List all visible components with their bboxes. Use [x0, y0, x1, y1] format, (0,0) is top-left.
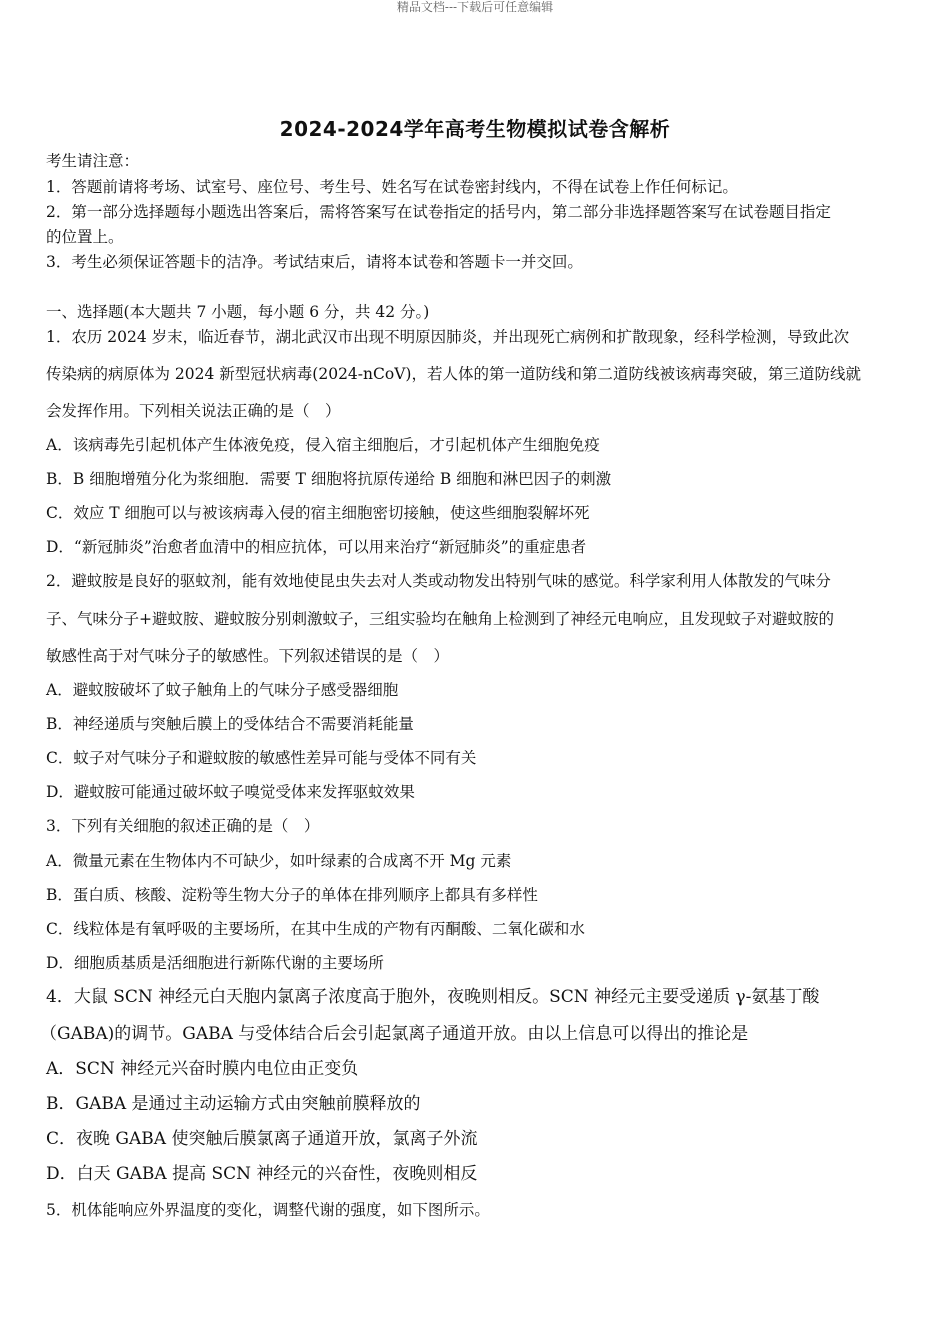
question-4-option-d: D．白天 GABA 提高 SCN 神经元的兴奋性，夜晚则相反	[46, 1164, 478, 1184]
question-4-stem: 4．大鼠 SCN 神经元白天胞内氯离子浓度高于胞外，夜晚则相反。SCN 神经元主要受递质 γ-氨基丁酸	[46, 987, 820, 1007]
notice-item: 1．答题前请将考场、试室号、座位号、考生号、姓名写在试卷密封线内，不得在试卷上作任何标记。	[46, 178, 738, 196]
question-2-stem: 敏感性高于对气味分子的敏感性。下列叙述错误的是（ ）	[46, 647, 450, 665]
question-4-stem: （GABA)的调节。GABA 与受体结合后会引起氯离子通道开放。由以上信息可以得出的推论是	[40, 1024, 749, 1044]
question-1-option-d: D．“新冠肺炎”治愈者血清中的相应抗体，可以用来治疗“新冠肺炎”的重症患者	[46, 538, 587, 556]
question-2-option-a: A．避蚊胺破坏了蚊子触角上的气味分子感受器细胞	[46, 681, 399, 699]
notice-item: 2．第一部分选择题每小题选出答案后，需将答案写在试卷指定的括号内，第二部分非选择题答案写在试卷题目指定	[46, 203, 831, 221]
document-watermark: 精品文档---下载后可任意编辑	[396, 0, 554, 14]
notice-heading: 考生请注意：	[46, 152, 140, 170]
question-1-stem: 会发挥作用。下列相关说法正确的是（ ）	[46, 402, 341, 420]
question-3-option-c: C．线粒体是有氧呼吸的主要场所，在其中生成的产物有丙酮酸、二氧化碳和水	[46, 920, 585, 938]
question-1-option-b: B．B 细胞增殖分化为浆细胞．需要 T 细胞将抗原传递给 B 细胞和淋巴因子的刺激	[46, 470, 612, 488]
question-1-option-a: A．该病毒先引起机体产生体液免疫，侵入宿主细胞后，才引起机体产生细胞免疫	[46, 436, 600, 454]
question-3-option-d: D．细胞质基质是活细胞进行新陈代谢的主要场所	[46, 954, 384, 972]
question-4-option-a: A．SCN 神经元兴奋时膜内电位由正变负	[46, 1059, 359, 1079]
question-3-option-a: A．微量元素在生物体内不可缺少，如叶绿素的合成离不开 Mg 元素	[46, 852, 512, 870]
question-2-stem: 2．避蚊胺是良好的驱蚊剂，能有效地使昆虫失去对人类或动物发出特别气味的感觉。科学家利用人体散发的气味分	[46, 572, 831, 590]
question-5-stem: 5．机体能响应外界温度的变化，调整代谢的强度，如下图所示。	[46, 1201, 490, 1219]
question-2-option-c: C．蚊子对气味分子和避蚊胺的敏感性差异可能与受体不同有关	[46, 749, 477, 767]
question-3-option-b: B．蛋白质、核酸、淀粉等生物大分子的单体在排列顺序上都具有多样性	[46, 886, 538, 904]
notice-item: 3．考生必须保证答题卡的洁净。考试结束后，请将本试卷和答题卡一并交回。	[46, 253, 583, 271]
notice-item: 的位置上。	[46, 228, 124, 246]
question-3-stem: 3．下列有关细胞的叙述正确的是（ ）	[46, 817, 320, 835]
question-2-option-d: D．避蚊胺可能通过破坏蚊子嗅觉受体来发挥驱蚊效果	[46, 783, 415, 801]
question-4-option-b: B．GABA 是通过主动运输方式由突触前膜释放的	[46, 1094, 421, 1114]
question-1-option-c: C．效应 T 细胞可以与被该病毒入侵的宿主细胞密切接触，使这些细胞裂解坏死	[46, 504, 590, 522]
question-2-stem: 子、气味分子+避蚊胺、避蚊胺分别刺激蚊子，三组实验均在触角上检测到了神经元电响应，且发现蚊子对避蚊胺的	[46, 610, 834, 628]
question-4-option-c: C．夜晚 GABA 使突触后膜氯离子通道开放，氯离子外流	[46, 1129, 478, 1149]
question-1-stem: 1．农历 2024 岁末，临近春节，湖北武汉市出现不明原因肺炎，并出现死亡病例和扩散现象，经科学检测，导致此次	[46, 328, 850, 346]
question-2-option-b: B．神经递质与突触后膜上的受体结合不需要消耗能量	[46, 715, 414, 733]
question-1-stem: 传染病的病原体为 2024 新型冠状病毒(2024-nCoV)，若人体的第一道防线和第二道防线被该病毒突破，第三道防线就	[46, 365, 861, 383]
section-heading: 一、选择题(本大题共 7 小题，每小题 6 分，共 42 分。)	[46, 303, 430, 321]
exam-title: 2024-2024学年高考生物模拟试卷含解析	[279, 117, 671, 141]
